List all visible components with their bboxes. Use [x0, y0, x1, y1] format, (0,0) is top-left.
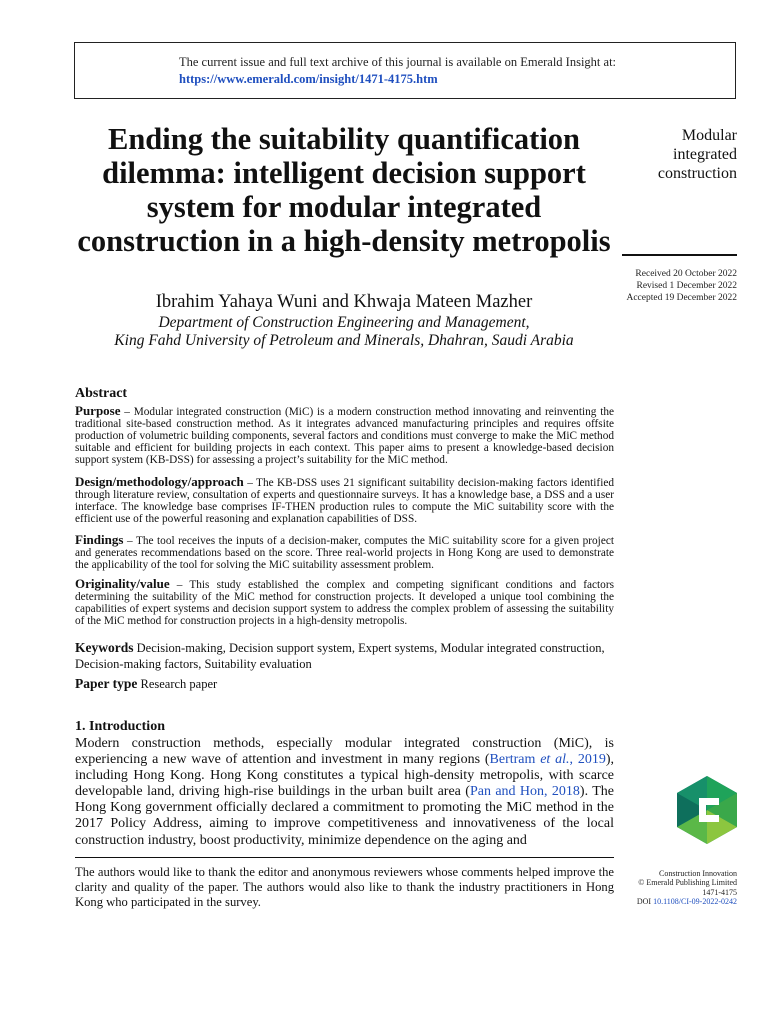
journal-name: Construction Innovation	[659, 869, 737, 878]
intro-text-2: ), including Hong Kong. Hong Kong constitutes a typical high-density metropolis, with scarce developable land, driving high-rise buildings in the urban built area (	[75, 752, 615, 800]
received-date: Received 20 October 2022	[635, 269, 737, 279]
affiliation-line-1: Department of Construction Engineering and Management,	[158, 314, 530, 331]
abstract-heading: Abstract	[75, 386, 128, 401]
keywords-text: Decision-making, Decision support system, Expert systems, Modular integrated construction, Decision-making factors, Suitability evaluation	[75, 641, 605, 671]
section-heading-introduction: 1. Introduction	[75, 719, 165, 734]
running-head-line-3: construction	[657, 165, 737, 182]
intro-text-1: Modern construction methods, especially modular integrated construction (MiC), is experiencing a new wave of attention and investment in many regions (	[75, 736, 614, 768]
abstract-design	[75, 476, 614, 525]
affiliation	[70, 314, 618, 350]
paper-title: Ending the suitability quantification dilemma: intelligent decision support system for modular integrated construction in a high-density metropolis	[77, 122, 611, 258]
paper-type	[75, 676, 217, 692]
footnote-divider	[75, 857, 614, 858]
authors: Ibrahim Yahaya Wuni and Khwaja Mateen Mazher	[155, 292, 533, 312]
originality-label: Originality/value	[75, 576, 170, 591]
introduction-paragraph	[75, 736, 614, 849]
running-head	[622, 126, 737, 183]
issn: 1471-4175	[702, 887, 737, 897]
purpose-label: Purpose	[75, 403, 121, 418]
logo-icon	[675, 774, 739, 846]
journal-url-link[interactable]: https://www.emerald.com/insight/1471-4175.htm	[179, 72, 438, 86]
citation-link-pan-hon[interactable]: Pan and Hon, 2018	[469, 784, 580, 800]
accepted-date: Accepted 19 December 2022	[626, 293, 737, 303]
journal-imprint	[600, 869, 737, 906]
findings-label: Findings	[75, 532, 124, 547]
abstract-purpose	[75, 405, 614, 466]
running-head-line-1: Modular	[681, 127, 737, 144]
intro-text-3: ). The Hong Kong government officially declared a commitment to promoting the MiC method in the 2017 Policy Address, aiming to improve competitiveness and innovativeness of the local construction industry, boost productivity, minimize dependence on the aging and	[75, 784, 614, 848]
design-text: – The KB-DSS uses 21 significant suitability decision-making factors identified through literature review, consultation of experts and questionnaire surveys. It has a knowledge base, a DSS and a user interface. The knowledge base comprises IF-THEN production rules to compute the MiC suitability score with the efficient use of the powerful reasoning and explanation capabilities of DSS.	[75, 477, 614, 526]
affiliation-line-2: King Fahd University of Petroleum and Minerals, Dhahran, Saudi Arabia	[114, 332, 574, 349]
paper-type-label: Paper type	[75, 676, 138, 691]
doi-link[interactable]: 10.1108/CI-09-2022-0242	[653, 896, 737, 906]
publisher: © Emerald Publishing Limited	[638, 878, 737, 888]
citation-year: , 2019	[569, 752, 606, 768]
doi-line	[600, 897, 737, 906]
access-note: The current issue and full text archive of this journal is available on Emerald Insight at:	[179, 55, 617, 69]
acknowledgement-footnote: The authors would like to thank the editor and anonymous reviewers whose comments helped improve the clarity and quality of the paper. The authors would also like to thank the industry practitioners in Hong Kong who participated in the survey.	[75, 865, 614, 909]
abstract-originality	[75, 578, 614, 627]
abstract-findings	[75, 534, 614, 571]
doi-label: DOI	[636, 896, 654, 906]
purpose-text: – Modular integrated construction (MiC) is a modern construction method innovating and reinventing the traditional site-based construction method. As it integrates advanced manufacturing principles and requires offsite production of volumetric building components, several factors and conditions must converge to make the MiC method suitable and efficient for building projects in each context. This paper aims to present a knowledge-based decision support system (KB-DSS) for assessing a project’s suitability for the MiC method.	[75, 406, 614, 467]
citation-link-bertram[interactable]	[490, 752, 606, 767]
originality-text: – This study established the complex and competing significant conditions and factors determining the suitability of the MiC method for construction projects. It developed a unique tool combining the capabilities of expert systems and decision support system to address the complex problem of assessing the suitability of the MiC method for construction projects in a high-density metropolis.	[75, 579, 614, 628]
design-label: Design/methodology/approach	[75, 474, 244, 489]
journal-access-box	[74, 42, 736, 99]
running-head-line-2: integrated	[673, 146, 737, 163]
citation-etal: et al.	[540, 752, 570, 768]
findings-text: – The tool receives the inputs of a decision-maker, computes the MiC suitability score for a given project and generates recommendations based on the score. Three real-world projects in Hong Kong are used to demonstrate the applicability of the tool for solving the MiC suitability assessment problem.	[75, 535, 614, 572]
revised-date: Revised 1 December 2022	[636, 281, 737, 291]
keywords	[75, 640, 614, 672]
paper-type-text: Research paper	[137, 677, 218, 691]
history-dates	[600, 268, 737, 304]
margin-divider	[622, 254, 737, 256]
keywords-label: Keywords	[75, 640, 134, 655]
citation-author: Bertram	[489, 752, 541, 768]
